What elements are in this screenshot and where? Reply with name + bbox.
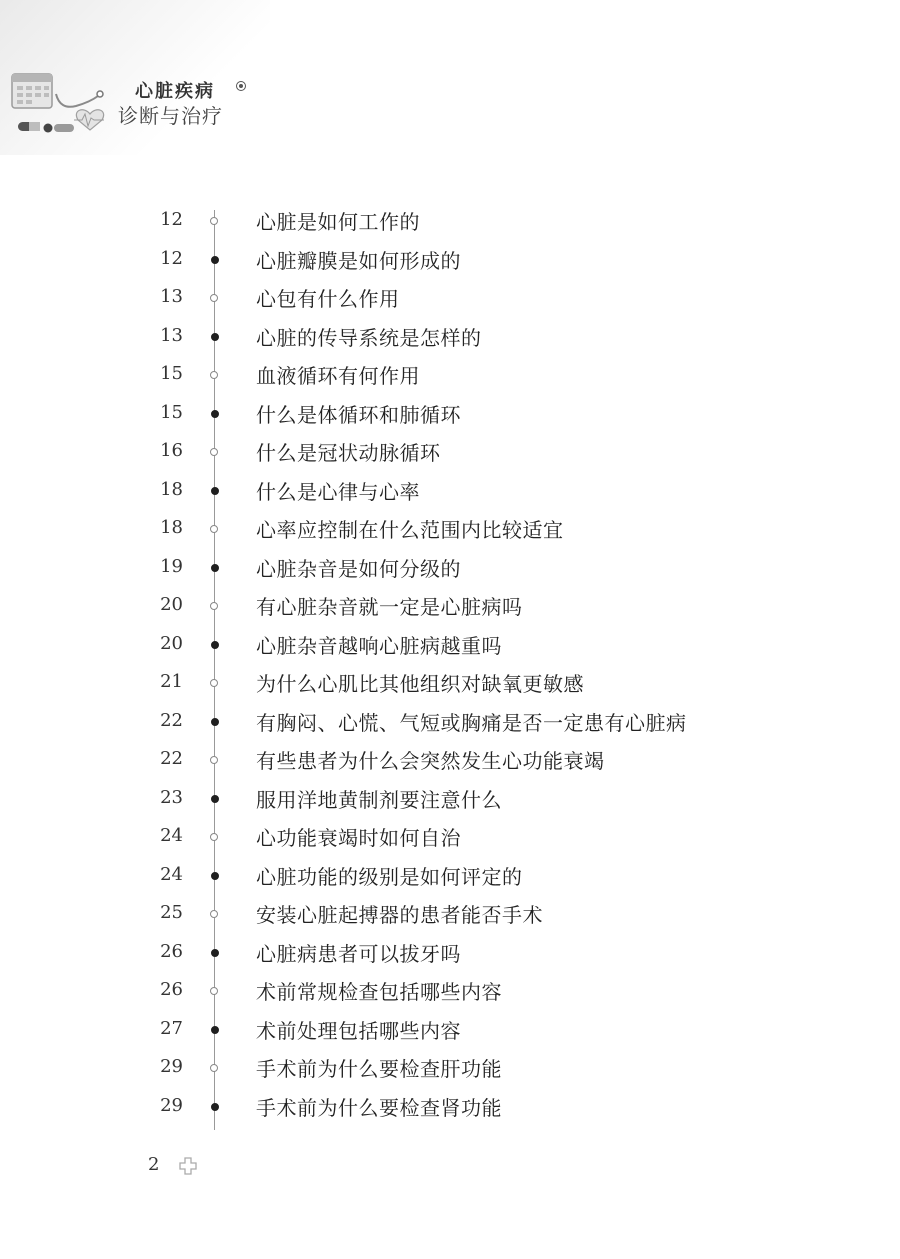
hollow-dot-icon <box>210 987 218 995</box>
entry-page-number: 23 <box>160 786 183 808</box>
entry-page-number: 15 <box>160 401 183 423</box>
entry-title: 什么是心律与心率 <box>256 479 420 504</box>
filled-dot-icon <box>211 718 219 726</box>
entry-page-number: 24 <box>160 863 183 885</box>
entry-page-number: 26 <box>160 940 183 962</box>
toc-entry[interactable] <box>0 1012 900 1051</box>
entry-title: 手术前为什么要检查肝功能 <box>256 1057 502 1081</box>
entry-title: 心包有什么作用 <box>256 287 400 311</box>
hollow-dot-icon <box>210 217 218 225</box>
filled-dot-icon <box>211 1103 219 1111</box>
entry-page-number: 19 <box>160 555 183 577</box>
entry-title: 心率应控制在什么范围内比较适宜 <box>256 518 564 542</box>
entry-title: 心脏功能的级别是如何评定的 <box>256 864 523 889</box>
filled-dot-icon <box>211 641 219 649</box>
toc-entry[interactable] <box>0 396 900 435</box>
toc-entry[interactable] <box>0 704 900 743</box>
entry-page-number: 22 <box>160 709 183 731</box>
hollow-dot-icon <box>210 833 218 841</box>
entry-title: 服用洋地黄制剂要注意什么 <box>256 787 502 812</box>
filled-dot-icon <box>211 949 219 957</box>
toc-entry[interactable] <box>0 627 900 666</box>
entry-title: 术前常规检查包括哪些内容 <box>256 980 502 1004</box>
entry-page-number: 18 <box>160 478 183 500</box>
entry-title: 有胸闷、心慌、气短或胸痛是否一定患有心脏病 <box>256 710 687 735</box>
toc-entry[interactable] <box>0 434 900 473</box>
entry-title: 手术前为什么要检查肾功能 <box>256 1095 502 1120</box>
target-dot-icon <box>236 81 246 91</box>
entry-page-number: 16 <box>160 440 183 461</box>
entry-page-number: 18 <box>160 517 183 538</box>
entry-page-number: 12 <box>160 209 183 230</box>
toc-entry[interactable] <box>0 588 900 627</box>
toc-entry[interactable] <box>0 357 900 396</box>
entry-page-number: 13 <box>160 324 183 346</box>
calendar-stethoscope-heart-icon <box>8 66 118 146</box>
hollow-dot-icon <box>210 294 218 302</box>
toc-entry[interactable] <box>0 280 900 319</box>
toc-entry[interactable] <box>0 858 900 897</box>
toc-entry[interactable] <box>0 203 900 242</box>
entry-title: 心脏是如何工作的 <box>256 210 420 234</box>
hollow-dot-icon <box>210 525 218 533</box>
toc-entry[interactable] <box>0 665 900 704</box>
toc-entry[interactable] <box>0 242 900 281</box>
hollow-dot-icon <box>210 602 218 610</box>
toc-entry[interactable] <box>0 1050 900 1089</box>
entry-page-number: 24 <box>160 825 183 846</box>
plus-cross-icon <box>179 1157 197 1175</box>
entry-title: 心脏杂音是如何分级的 <box>256 556 461 581</box>
entry-page-number: 29 <box>160 1056 183 1077</box>
entry-title: 有些患者为什么会突然发生心功能衰竭 <box>256 749 605 773</box>
entry-page-number: 21 <box>160 671 183 692</box>
toc-entry[interactable] <box>0 742 900 781</box>
filled-dot-icon <box>211 564 219 572</box>
book-title: 心脏疾病 <box>135 81 215 102</box>
hollow-dot-icon <box>210 1064 218 1072</box>
filled-dot-icon <box>211 795 219 803</box>
entry-title: 心脏杂音越响心脏病越重吗 <box>256 633 502 658</box>
page-number: 2 <box>148 1154 160 1175</box>
entry-page-number: 12 <box>160 247 183 269</box>
toc-entry[interactable] <box>0 550 900 589</box>
filled-dot-icon <box>211 410 219 418</box>
entry-title: 为什么心肌比其他组织对缺氧更敏感 <box>256 672 584 696</box>
entry-page-number: 25 <box>160 902 183 923</box>
filled-dot-icon <box>211 872 219 880</box>
toc-entry[interactable] <box>0 511 900 550</box>
entry-page-number: 27 <box>160 1017 183 1039</box>
table-of-contents <box>0 203 900 1127</box>
toc-entry[interactable] <box>0 896 900 935</box>
entry-title: 什么是冠状动脉循环 <box>256 441 441 465</box>
entry-title: 心功能衰竭时如何自治 <box>256 826 461 850</box>
entry-title: 血液循环有何作用 <box>256 364 420 388</box>
hollow-dot-icon <box>210 910 218 918</box>
entry-page-number: 13 <box>160 286 183 307</box>
entry-title: 心脏的传导系统是怎样的 <box>256 325 482 350</box>
toc-entry[interactable] <box>0 973 900 1012</box>
entry-page-number: 20 <box>160 632 183 654</box>
hollow-dot-icon <box>210 371 218 379</box>
entry-page-number: 29 <box>160 1094 183 1116</box>
book-header <box>0 0 300 160</box>
hollow-dot-icon <box>210 756 218 764</box>
toc-entry[interactable] <box>0 819 900 858</box>
toc-entry[interactable] <box>0 1089 900 1128</box>
entry-title: 什么是体循环和肺循环 <box>256 402 461 427</box>
book-subtitle: 诊断与治疗 <box>118 104 223 128</box>
hollow-dot-icon <box>210 679 218 687</box>
toc-entry[interactable] <box>0 781 900 820</box>
entry-page-number: 26 <box>160 979 183 1000</box>
entry-title: 有心脏杂音就一定是心脏病吗 <box>256 595 523 619</box>
entry-page-number: 15 <box>160 363 183 384</box>
entry-title: 心脏病患者可以拔牙吗 <box>256 941 461 966</box>
entry-title: 术前处理包括哪些内容 <box>256 1018 461 1043</box>
toc-entry[interactable] <box>0 473 900 512</box>
entry-title: 心脏瓣膜是如何形成的 <box>256 248 461 273</box>
entry-title: 安装心脏起搏器的患者能否手术 <box>256 903 543 927</box>
hollow-dot-icon <box>210 448 218 456</box>
filled-dot-icon <box>211 333 219 341</box>
filled-dot-icon <box>211 1026 219 1034</box>
entry-page-number: 20 <box>160 594 183 615</box>
filled-dot-icon <box>211 487 219 495</box>
toc-entry[interactable] <box>0 319 900 358</box>
toc-entry[interactable] <box>0 935 900 974</box>
filled-dot-icon <box>211 256 219 264</box>
entry-page-number: 22 <box>160 748 183 769</box>
